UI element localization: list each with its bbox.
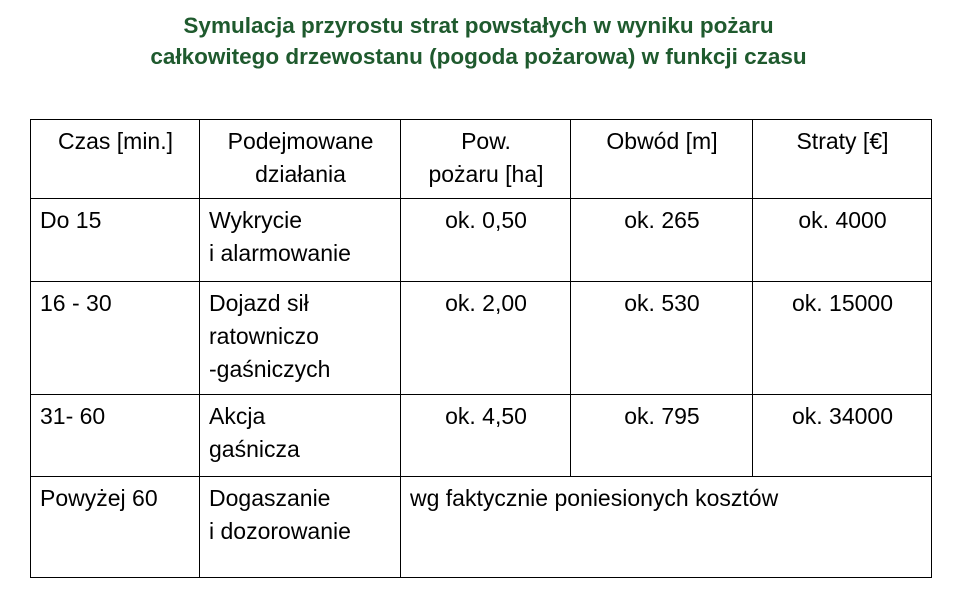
cell-losses: ok. 34000: [753, 395, 932, 477]
header-cell-actions: [200, 120, 401, 199]
cell-area: ok. 0,50: [401, 199, 571, 282]
cell-text: Akcja: [209, 403, 266, 429]
cell-losses: ok. 4000: [753, 199, 932, 282]
header-text: Straty [€]: [796, 128, 889, 154]
cell-perimeter: ok. 530: [571, 282, 753, 395]
cell-area: ok. 2,00: [401, 282, 571, 395]
cell-time: 31- 60: [31, 395, 200, 477]
table-row: [31, 199, 932, 282]
cell-time: Powyżej 60: [31, 477, 200, 578]
cell-text: Dogaszanie: [209, 485, 331, 511]
cell-text: gaśnicza: [209, 436, 300, 462]
cell-text: Wykrycie: [209, 207, 303, 233]
table-row: [31, 477, 932, 578]
cell-losses: ok. 15000: [753, 282, 932, 395]
slide-title-line-2: całkowitego drzewostanu (pogoda pożarowa) w funkcji czasu: [150, 44, 807, 69]
cell-perimeter: ok. 795: [571, 395, 753, 477]
table-header-row: [31, 120, 932, 199]
table-row: [31, 395, 932, 477]
fire-loss-table: [30, 119, 932, 578]
cell-text: i alarmowanie: [209, 240, 351, 266]
header-cell-losses: [753, 120, 932, 199]
cell-actions: [200, 395, 401, 477]
cell-perimeter: ok. 265: [571, 199, 753, 282]
cell-area: ok. 4,50: [401, 395, 571, 477]
cell-actions: [200, 199, 401, 282]
header-text: Podejmowane: [227, 128, 374, 154]
cell-text: Dojazd sił: [209, 290, 309, 316]
cell-text: ratowniczo: [209, 323, 319, 349]
slide-title: [0, 10, 957, 72]
header-text: Czas [min.]: [57, 128, 174, 154]
cell-actions: [200, 282, 401, 395]
cell-text: -gaśniczych: [209, 356, 331, 382]
header-text: Pow.: [461, 128, 511, 154]
header-cell-area: [401, 120, 571, 199]
table-row: [31, 282, 932, 395]
header-text: Obwód [m]: [606, 128, 718, 154]
header-text: działania: [255, 161, 346, 187]
header-cell-perimeter: [571, 120, 753, 199]
cell-time: 16 - 30: [31, 282, 200, 395]
cell-text: i dozorowanie: [209, 518, 351, 544]
header-cell-time: [31, 120, 200, 199]
cell-merged-note: wg faktycznie poniesionych kosztów: [401, 477, 932, 578]
slide-title-line-1: Symulacja przyrostu strat powstałych w wyniku pożaru: [183, 13, 774, 38]
cell-actions: [200, 477, 401, 578]
cell-time: Do 15: [31, 199, 200, 282]
header-text: pożaru [ha]: [428, 161, 544, 187]
